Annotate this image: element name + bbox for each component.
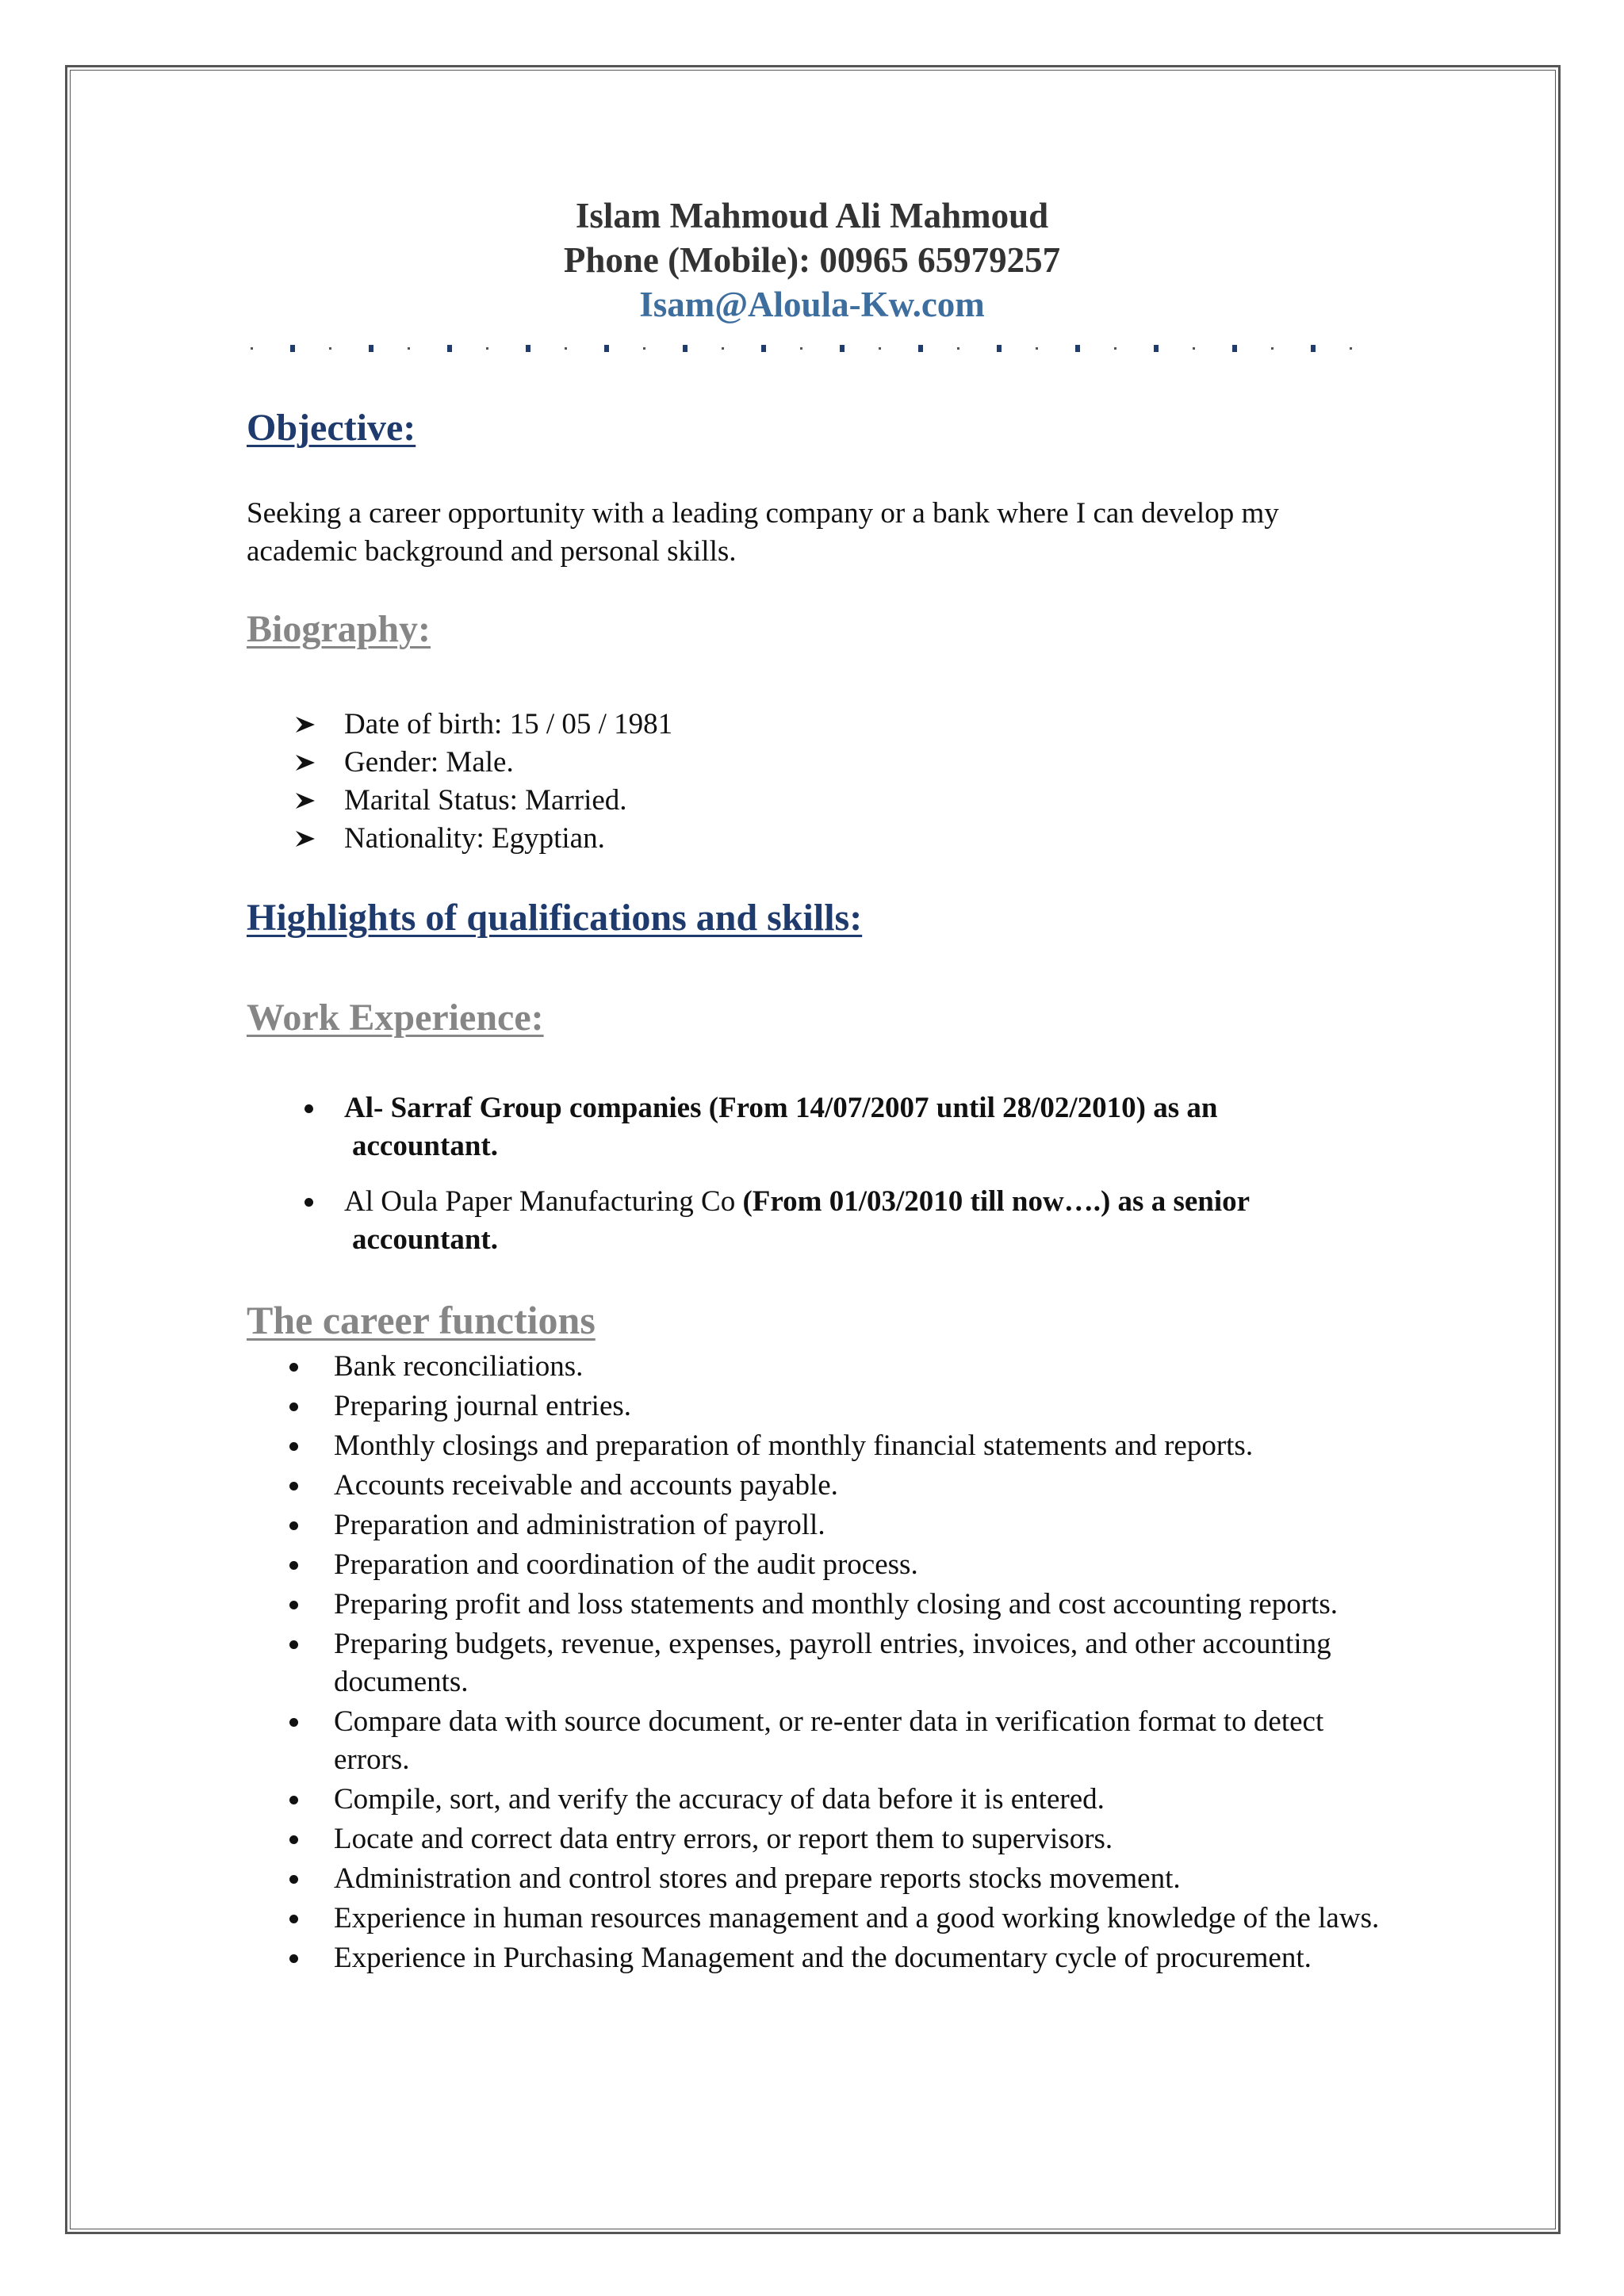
divider-dash xyxy=(526,345,530,352)
phone-number: Phone (Mobile): 00965 65979257 xyxy=(563,240,1061,280)
career-function-item: Preparation and coordination of the audit process. xyxy=(287,1546,1397,1584)
bullet-icon xyxy=(304,1198,313,1207)
divider-dash xyxy=(997,345,1002,352)
career-function-item: Preparation and administration of payroll. xyxy=(287,1506,1397,1544)
divider-dot xyxy=(1350,347,1352,350)
bullet-icon xyxy=(289,1442,298,1451)
career-function-item: Compare data with source document, or re-enter data in verification format to detect errors. xyxy=(287,1703,1397,1779)
career-function-item: Preparing journal entries. xyxy=(287,1387,1397,1425)
divider-dash xyxy=(369,345,373,352)
bullet-icon xyxy=(289,1402,298,1411)
divider-dot xyxy=(1114,347,1116,350)
career-functions-heading: The career functions xyxy=(247,1298,596,1342)
career-function-item: Experience in Purchasing Management and the documentary cycle of procurement. xyxy=(287,1939,1397,1977)
divider-dot xyxy=(957,347,959,350)
biography-heading: Biography: xyxy=(247,608,431,650)
divider-dot xyxy=(1036,347,1038,350)
resume-header xyxy=(0,193,1624,327)
divider-dash xyxy=(761,345,766,352)
career-functions-list xyxy=(287,1348,1397,1979)
career-function-item: Experience in human resources management and a good working knowledge of the laws. xyxy=(287,1900,1397,1938)
career-function-item: Bank reconciliations. xyxy=(287,1348,1397,1386)
bullet-icon xyxy=(289,1954,298,1963)
bullet-icon xyxy=(289,1482,298,1490)
bullet-icon xyxy=(289,1835,298,1844)
divider-dash xyxy=(1075,345,1080,352)
arrow-bullet-icon xyxy=(294,829,316,848)
divider-dot xyxy=(408,347,410,350)
bullet-icon xyxy=(289,1363,298,1372)
candidate-name: Islam Mahmoud Ali Mahmoud xyxy=(575,196,1049,235)
divider-dot xyxy=(251,347,253,350)
biography-list xyxy=(294,706,672,858)
divider-dash xyxy=(290,345,295,352)
divider-dash xyxy=(683,345,688,352)
dotted-divider xyxy=(251,344,1369,352)
bullet-icon xyxy=(289,1796,298,1804)
divider-dot xyxy=(565,347,567,350)
bullet-icon xyxy=(289,1521,298,1530)
biography-item: Date of birth: 15 / 05 / 1981 xyxy=(294,706,672,744)
bullet-icon xyxy=(304,1104,313,1113)
biography-item: Nationality: Egyptian. xyxy=(294,820,672,858)
objective-heading: Objective: xyxy=(247,407,416,449)
divider-dash xyxy=(604,345,609,352)
work-experience-list xyxy=(300,1089,1426,1165)
bullet-icon xyxy=(289,1601,298,1609)
career-function-item: Preparing budgets, revenue, expenses, payroll entries, invoices, and other accounting documents. xyxy=(287,1625,1397,1701)
divider-dot xyxy=(879,347,881,350)
divider-dash xyxy=(1311,345,1316,352)
arrow-bullet-icon xyxy=(294,791,316,810)
work-item: Al Oula Paper Manufacturing Co (From 01/03/2010 till now….) as a senior accountant. xyxy=(300,1183,1426,1259)
objective-text: Seeking a career opportunity with a leading company or a bank where I can develop my academic background and personal skills. xyxy=(247,497,1279,568)
divider-dash xyxy=(1232,345,1237,352)
work-item: Al- Sarraf Group companies (From 14/07/2007 until 28/02/2010) as an accountant. xyxy=(300,1089,1426,1165)
divider-dot xyxy=(329,347,331,350)
biography-item: Marital Status: Married. xyxy=(294,782,672,820)
work-experience-list-2 xyxy=(300,1183,1426,1259)
biography-item: Gender: Male. xyxy=(294,744,672,782)
bullet-icon xyxy=(289,1875,298,1884)
career-function-item: Monthly closings and preparation of monthly financial statements and reports. xyxy=(287,1427,1397,1465)
arrow-bullet-icon xyxy=(294,753,316,772)
career-function-item: Compile, sort, and verify the accuracy of data before it is entered. xyxy=(287,1781,1397,1819)
highlights-heading: Highlights of qualifications and skills: xyxy=(247,897,863,939)
divider-dash xyxy=(840,345,845,352)
divider-dot xyxy=(1193,347,1195,350)
arrow-bullet-icon xyxy=(294,715,316,734)
bullet-icon xyxy=(289,1718,298,1727)
bullet-icon xyxy=(289,1640,298,1649)
divider-dot xyxy=(643,347,645,350)
divider-dash xyxy=(447,345,452,352)
divider-dash xyxy=(918,345,923,352)
divider-dash xyxy=(1154,345,1159,352)
bullet-icon xyxy=(289,1915,298,1923)
career-function-item: Preparing profit and loss statements and monthly closing and cost accounting reports. xyxy=(287,1586,1397,1624)
email-address: Isam@Aloula-Kw.com xyxy=(639,285,985,324)
divider-dot xyxy=(486,347,488,350)
divider-dot xyxy=(800,347,802,350)
career-function-item: Administration and control stores and prepare reports stocks movement. xyxy=(287,1860,1397,1898)
divider-dot xyxy=(722,347,724,350)
career-function-item: Accounts receivable and accounts payable. xyxy=(287,1467,1397,1505)
work-experience-heading: Work Experience: xyxy=(247,997,544,1039)
bullet-icon xyxy=(289,1561,298,1570)
career-function-item: Locate and correct data entry errors, or report them to supervisors. xyxy=(287,1820,1397,1858)
divider-dot xyxy=(1271,347,1274,350)
